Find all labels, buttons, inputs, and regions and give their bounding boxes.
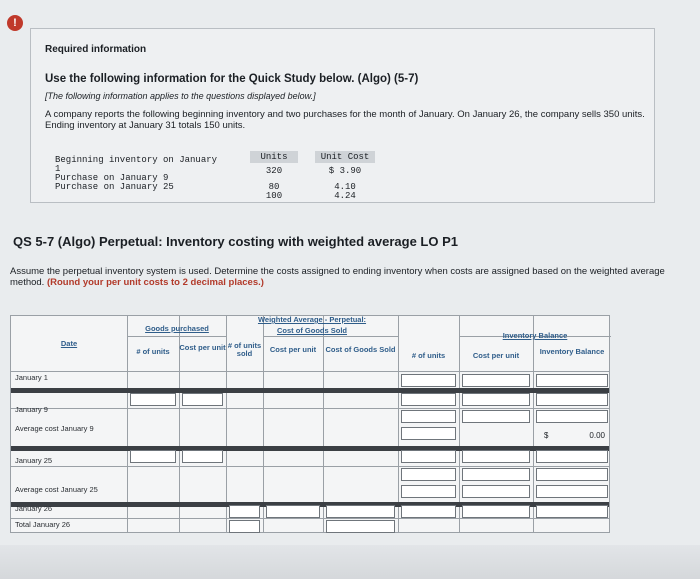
avg-jan9-balance-value: 0.00 [589,431,605,440]
required-information-box [30,28,655,203]
jan9-units-inventory-input-2[interactable] [401,410,456,423]
row-average-cost-jan25: Average cost January 25 [15,485,98,494]
units-jan9: 80 [268,182,280,192]
question-title: QS 5-7 (Algo) Perpetual: Inventory costing with weighted average LO P1 [13,234,458,249]
jan9-units-purchased-input[interactable] [130,393,176,406]
row-january-26: January 26 [15,504,53,513]
jan26-cost-inventory-input[interactable] [462,505,530,518]
jan1-cost-inventory-input[interactable] [462,374,530,387]
alert-icon: ! [7,15,23,31]
row-january-25: January 25 [15,456,53,465]
weighted-average-grid [10,315,610,533]
jan25-cost-purchased-input[interactable] [182,450,223,463]
cost-per-unit-purchased-header: Cost per unit [179,343,226,352]
jan25-units-purchased-input[interactable] [130,450,176,463]
inventory-balance-header: Inventory Balance [502,331,568,340]
row-total-january-26: Total January 26 [15,520,71,529]
use-info-line: Use the following information for the Quick Study below. (Algo) (5-7) [45,73,419,85]
question-instructions [10,266,680,288]
jan25-balance-input-1[interactable] [536,450,608,463]
row-label-beginning: Beginning inventory on January 1 [55,155,218,174]
jan25-balance-input-2[interactable] [536,468,608,481]
jan9-balance-input-2[interactable] [536,410,608,423]
jan25-units-inventory-input-2[interactable] [401,468,456,481]
cost-jan9: 4.10 [334,182,356,192]
jan26-cogs-input[interactable] [326,505,395,518]
cogs-header: Cost of Goods Sold [325,345,396,354]
page-bottom-shadow [0,545,700,579]
rounding-note: (Round your per unit costs to 2 decimal places.) [46,277,264,288]
instructions-text: Assume the perpetual inventory system is used. Determine the costs assigned to ending inventory when costs are assigned based on the weighted average method. [10,266,665,288]
row-january-1: January 1 [15,373,48,382]
avg-jan25-cost-input[interactable] [462,485,530,498]
jan9-cost-purchased-input[interactable] [182,393,223,406]
cost-beginning: $ 3.90 [328,166,362,176]
row-labels [55,156,230,192]
jan26-balance-input[interactable] [536,505,608,518]
units-header: Units [250,151,298,163]
cost-jan25: 4.24 [334,191,356,201]
goods-purchased-header: Goods purchased [145,324,209,333]
units-purchased-header: # of units [136,347,170,356]
required-info-title: Required information [45,44,147,55]
jan1-balance-input[interactable] [536,374,608,387]
row-label-purchase-jan9: Purchase on January 9 [55,173,169,183]
jan25-units-inventory-input-1[interactable] [401,450,456,463]
total-jan26-units-sold-input[interactable] [229,520,260,533]
jan26-cost-cogs-input[interactable] [266,505,320,518]
inventory-balance-col-header: Inventory Balance [539,347,605,356]
row-label-purchase-jan25: Purchase on January 25 [55,182,174,192]
jan26-units-sold-input[interactable] [229,505,260,518]
unit-cost-header: Unit Cost [315,151,375,163]
jan9-cost-inventory-input-2[interactable] [462,410,530,423]
problem-paragraph: A company reports the following beginning inventory and two purchases for the month of January. On January 26, the company sells 350 units. Ending inventory at January 31 totals 150 units. [45,109,645,131]
wa-header-line1: Weighted Average - Perpetual: [257,315,367,324]
jan25-cost-inventory-input-1[interactable] [462,450,530,463]
jan26-units-inventory-input[interactable] [401,505,456,518]
total-jan26-cogs-input[interactable] [326,520,395,533]
jan25-cost-inventory-input-2[interactable] [462,468,530,481]
avg-jan25-units-input[interactable] [401,485,456,498]
units-jan25: 100 [265,191,283,201]
avg-jan25-balance-input[interactable] [536,485,608,498]
units-inventory-header: # of units [411,351,446,360]
avg-jan9-units-input[interactable] [401,427,456,440]
avg-jan9-dollar: $ [544,431,549,440]
note-line: [The following information applies to the questions displayed below.] [45,91,316,101]
cost-per-unit-inventory-header: Cost per unit [472,351,520,360]
jan1-units-inventory-input[interactable] [401,374,456,387]
jan9-cost-inventory-input-1[interactable] [462,393,530,406]
row-average-cost-jan9: Average cost January 9 [15,424,94,433]
jan9-balance-input-1[interactable] [536,393,608,406]
row-january-9: January 9 [15,405,48,414]
units-sold-header: # of units sold [227,341,262,358]
date-header: Date [60,339,78,348]
cost-per-unit-cogs-header: Cost per unit [269,345,317,354]
units-beginning: 320 [265,166,283,176]
wa-header-line2: Cost of Goods Sold [277,326,347,335]
jan9-units-inventory-input-1[interactable] [401,393,456,406]
